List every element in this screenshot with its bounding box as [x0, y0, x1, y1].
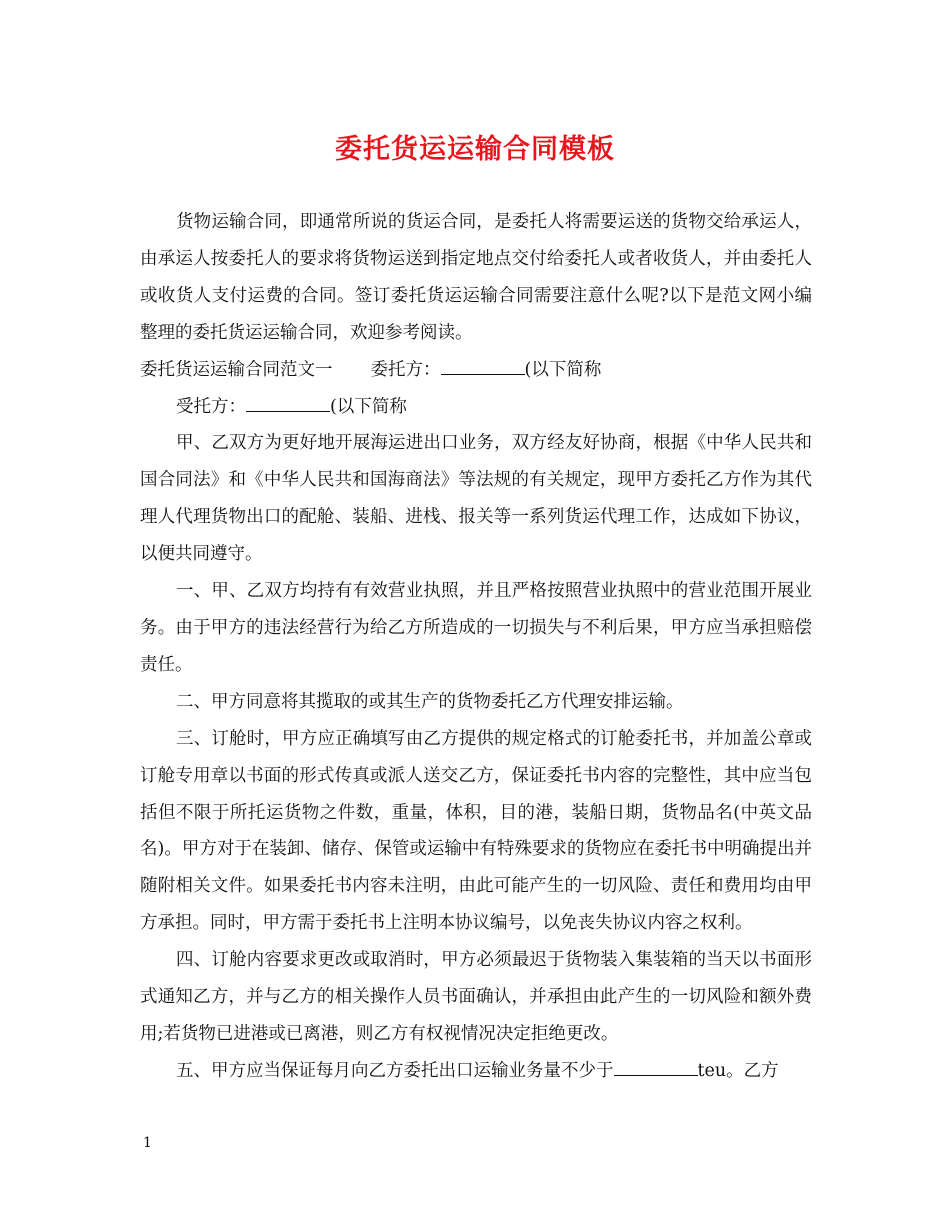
paragraph-intro: 货物运输合同，即通常所说的货运合同，是委托人将需要运送的货物交给承运人，由承运人按委托人的要求将货物运送到指定地点交付给委托人或者收货人，并由委托人或收货人支付运费的合同。签订委托货运运输合同需要注意什么呢?以下是范文网小编整理的委托货运运输合同，欢迎参考阅读。: [140, 212, 812, 343]
clause-5-text: 五、甲方应当保证每月向乙方委托出口运输业务量不少于: [176, 1060, 614, 1081]
volume-blank: [614, 1061, 698, 1076]
principal-abbr-label: (以下简称: [524, 359, 602, 380]
clause-4: 四、订舱内容要求更改或取消时，甲方必须最迟于货物装入集装箱的当天以书面形式通知乙方，并与乙方的相关操作人员书面确认，并承担由此产生的一切风险和额外费用;若货物已进港或已离港，则乙方有权视情况决定拒绝更改。: [140, 950, 812, 1044]
document-title: 委托货运运输合同模板: [335, 134, 615, 165]
paragraph-preamble: 甲、乙双方为更好地开展海运进出口业务，双方经友好协商，根据《中华人民共和国合同法》和《中华人民共和国海商法》等法规的有关规定，现甲方委托乙方作为其代理人代理货物出口的配舱、装船、进栈、报关等一系列货运代理工作，达成如下协议，以便共同遵守。: [140, 433, 812, 565]
page-number: 1: [143, 1135, 152, 1151]
clause-5: [140, 1053, 812, 1090]
agent-label: 受托方：: [176, 396, 246, 417]
paragraph-agent: [140, 389, 812, 426]
clause-3: 三、订舱时，甲方应正确填写由乙方提供的规定格式的订舱委托书，并加盖公章或订舱专用章以书面的形式传真或派人送交乙方，保证委托书内容的完整性，其中应当包括但不限于所托运货物之件数，重量，体积，目的港，装船日期，货物品名(中英文品名)。甲方对于在装卸、储存、保管或运输中有特殊要求的货物应在委托书中明确提出并随附相关文件。如果委托书内容未注明，由此可能产生的一切风险、责任和费用均由甲方承担。同时，甲方需于委托书上注明本协议编号，以免丧失协议内容之权利。: [140, 728, 812, 934]
clause-1: 一、甲、乙双方均持有有效营业执照，并且严格按照营业执照中的营业范围开展业务。由于甲方的违法经营行为给乙方所造成的一切损失与不利后果，甲方应当承担赔偿责任。: [140, 581, 812, 675]
clause-2: 二、甲方同意将其揽取的或其生产的货物委托乙方代理安排运输。: [176, 691, 684, 712]
principal-blank: [441, 360, 525, 375]
agent-abbr-label: (以下简称: [330, 396, 407, 417]
agent-blank: [246, 397, 330, 412]
document-body: [140, 204, 812, 1090]
clause-5-tail: teu。乙方: [697, 1060, 779, 1081]
paragraph-contract-header: [140, 352, 812, 389]
principal-label: 委托方：: [370, 359, 441, 380]
contract-example-label: 委托货运运输合同范文一: [140, 359, 333, 380]
